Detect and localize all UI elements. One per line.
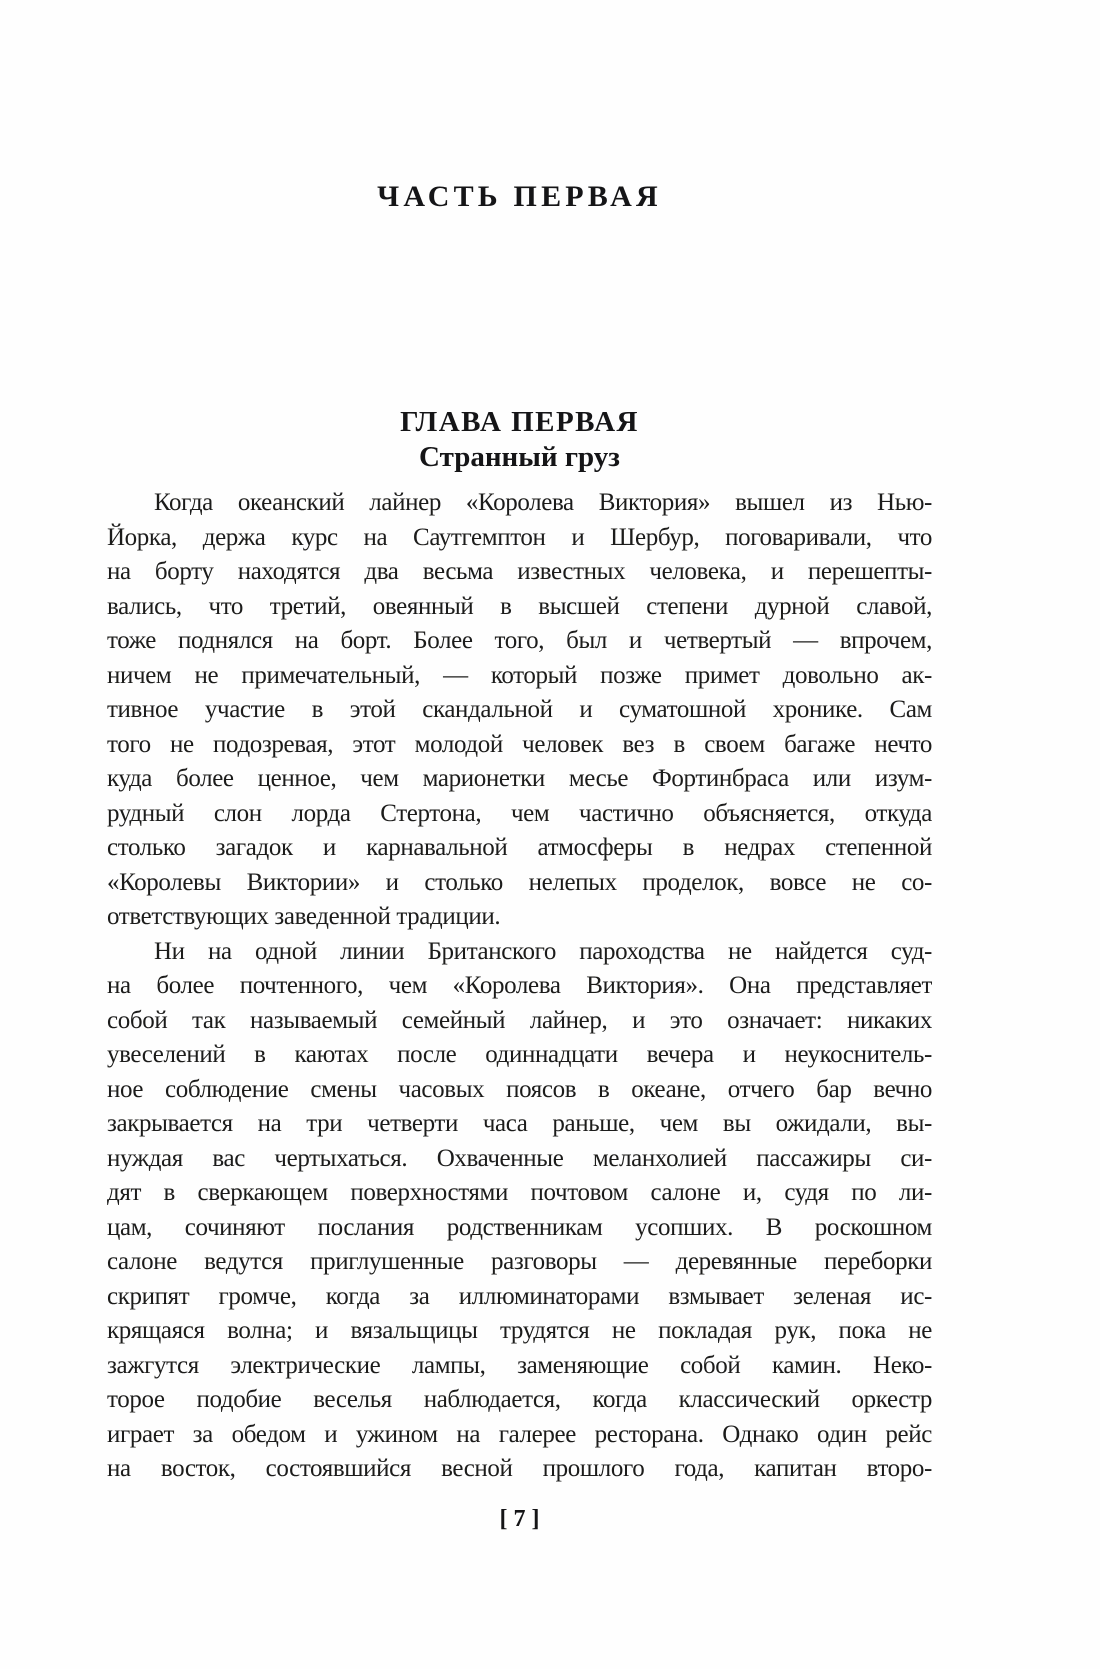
text-line: на борту находятся два весьма известных человека, и перешепты- — [107, 558, 932, 585]
text-line: рудный слон лорда Стертона, чем частично объясняется, откуда — [107, 799, 932, 827]
text-line: столько загадок и карнавальной атмосферы в недрах степенной — [107, 834, 932, 861]
text-line: на более почтенного, чем «Королева Виктория». Она представляет — [107, 972, 932, 999]
text-line: дят в сверкающем поверхностями почтовом салоне и, судя по ли- — [107, 1179, 932, 1206]
text-line: собой так называемый семейный лайнер, и это означает: никаких — [107, 1006, 932, 1034]
chapter-subtitle: Странный груз — [419, 441, 620, 473]
part-title: ЧАСТЬ ПЕРВАЯ — [377, 180, 662, 213]
text-line: крящаяся волна; и вязальщицы трудятся не покладая рук, пока не — [107, 1317, 932, 1344]
text-line: «Королевы Виктории» и столько нелепых проделок, вовсе не со- — [107, 868, 932, 896]
text-line: скрипят громче, когда за иллюминаторами взмывает зеленая ис- — [107, 1282, 932, 1310]
text-line: на восток, состоявшийся весной прошлого года, капитан второ- — [107, 1455, 932, 1482]
text-line: играет за обедом и ужином на галерее ресторана. Однако один рейс — [107, 1420, 932, 1448]
text-line: зажгутся электрические лампы, заменяющие собой камин. Неко- — [107, 1351, 932, 1379]
text-line: тивное участие в этой скандальной и суматошной хронике. Сам — [107, 696, 932, 723]
page-number: [ 7 ] — [499, 1506, 540, 1532]
chapter-title: ГЛАВА ПЕРВАЯ — [400, 406, 639, 438]
text-line: куда более ценное, чем марионетки месье Фортинбраса или изум- — [107, 765, 932, 792]
text-line: торое подобие веселья наблюдается, когда классический оркестр — [107, 1386, 932, 1413]
text-line: закрывается на три четверти часа раньше, чем вы ожидали, вы- — [107, 1110, 932, 1137]
text-line: цам, сочиняют послания родственникам усопших. В роскошном — [107, 1213, 932, 1241]
body-text — [107, 486, 932, 1487]
text-line: того не подозревая, этот молодой человек вез в своем багаже нечто — [107, 730, 932, 758]
text-line: Ни на одной линии Британского пароходства не найдется суд- — [154, 937, 932, 965]
text-line: увеселений в каютах после одиннадцати вечера и неукоснитель- — [107, 1041, 932, 1068]
text-line: нуждая вас чертыхаться. Охваченные меланхолией пассажиры си- — [107, 1144, 932, 1172]
text-line: ответствующих заведенной традиции. — [107, 903, 501, 930]
text-line: ное соблюдение смены часовых поясов в океане, отчего бар вечно — [107, 1075, 932, 1103]
text-line: салоне ведутся приглушенные разговоры — деревянные переборки — [107, 1248, 932, 1275]
text-line: ничем не примечательный, — который позже примет довольно ак- — [107, 661, 932, 689]
text-line: Когда океанский лайнер «Королева Виктория» вышел из Нью- — [154, 489, 932, 516]
text-line: Йорка, держа курс на Саутгемптон и Шербур, поговаривали, что — [107, 523, 932, 551]
text-line: тоже поднялся на борт. Более того, был и четвертый — впрочем, — [107, 627, 932, 654]
text-line: вались, что третий, овеянный в высшей степени дурной славой, — [107, 592, 932, 620]
